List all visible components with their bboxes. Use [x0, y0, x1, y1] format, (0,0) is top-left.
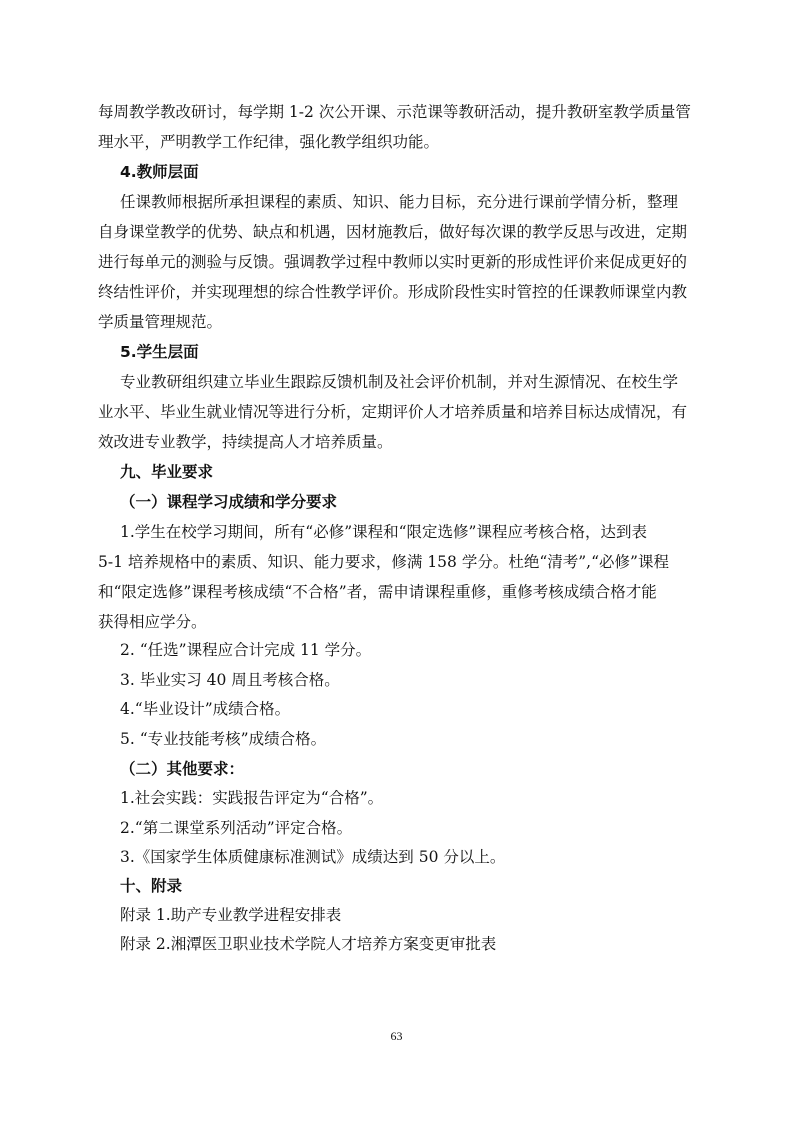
appendix-item: 附录 2.湘潭医卫职业技术学院人才培养方案变更审批表 [120, 935, 497, 953]
list-item: 3. 毕业实习 40 周且考核合格。 [120, 671, 340, 689]
list-item: 3.《国家学生体质健康标准测试》成绩达到 50 分以上。 [120, 848, 506, 866]
chapter-heading: 九、毕业要求 [120, 463, 214, 481]
list-item: 1.社会实践：实践报告评定为“合格”。 [120, 789, 384, 807]
chapter-heading: 十、附录 [120, 877, 183, 895]
list-item: 2. “任选”课程应合计完成 11 学分。 [120, 641, 372, 659]
appendix-item: 附录 1.助产专业教学进程安排表 [120, 906, 342, 924]
section-heading: 4.教师层面 [120, 163, 199, 181]
paragraph-line: 每周教学教改研讨，每学期 1-2 次公开课、示范课等教研活动，提升教研室教学质量管 [98, 103, 691, 121]
list-item: 2.“第二课堂系列活动”评定合格。 [120, 819, 353, 837]
paragraph-line: 任课教师根据所承担课程的素质、知识、能力目标，充分进行课前学情分析，整理 [120, 193, 679, 211]
list-item: 4.“毕业设计”成绩合格。 [120, 700, 291, 718]
paragraph-line: 效改进专业教学，持续提高人才培养质量。 [98, 433, 393, 451]
paragraph-line: 专业教研组织建立毕业生跟踪反馈机制及社会评价机制，并对生源情况、在校生学 [120, 373, 679, 391]
paragraph-line: 1.学生在校学习期间，所有“必修”课程和“限定选修”课程应考核合格，达到表 [120, 523, 647, 541]
subsection-heading: （一）课程学习成绩和学分要求 [120, 493, 338, 511]
subsection-heading: （二）其他要求： [120, 760, 245, 778]
paragraph-line: 进行每单元的测验与反馈。强调教学过程中教师以实时更新的形成性评价来促成更好的 [98, 253, 688, 271]
paragraph-line: 获得相应学分。 [98, 613, 207, 631]
list-item: 5. “专业技能考核”成绩合格。 [120, 730, 327, 748]
paragraph-line: 业水平、毕业生就业情况等进行分析，定期评价人才培养质量和培养目标达成情况，有 [98, 403, 688, 421]
page-number: 63 [390, 1029, 403, 1043]
paragraph-line: 学质量管理规范。 [98, 313, 223, 331]
paragraph-line: 终结性评价，并实现理想的综合性教学评价。形成阶段性实时管控的任课教师课堂内教 [98, 283, 688, 301]
paragraph-line: 理水平，严明教学工作纪律，强化教学组织功能。 [98, 133, 440, 151]
paragraph-line: 5-1 培养规格中的素质、知识、能力要求，修满 158 学分。杜绝“清考”,“必修”课程 [98, 553, 669, 571]
section-heading: 5.学生层面 [120, 343, 199, 361]
paragraph-line: 和“限定选修”课程考核成绩“不合格”者，需申请课程重修，重修考核成绩合格才能 [98, 583, 657, 601]
paragraph-line: 自身课堂教学的优势、缺点和机遇，因材施教后，做好每次课的教学反思与改进，定期 [98, 223, 688, 241]
